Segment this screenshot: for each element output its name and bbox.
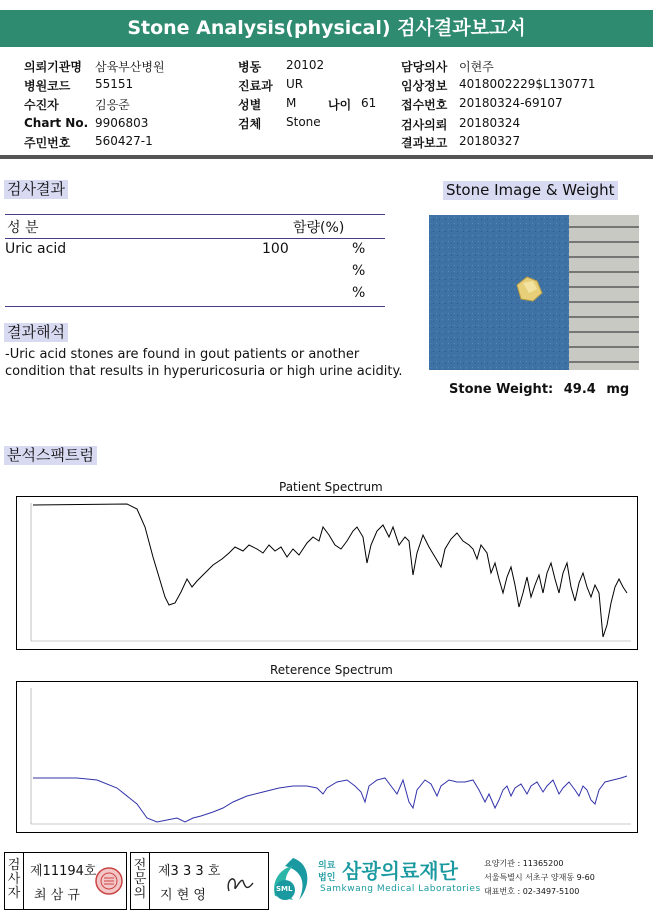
stone-title: Stone Image & Weight	[443, 181, 618, 200]
stone-photo-graphic	[429, 215, 639, 370]
reference-spectrum-svg	[17, 682, 637, 832]
sml-logo-icon	[271, 856, 315, 902]
tester-license: 제11194호	[30, 864, 97, 879]
tester-name: 최 삼 규	[34, 888, 80, 903]
stone-weight	[449, 382, 629, 397]
dept-label: 진료과	[238, 79, 273, 93]
age-value: 61	[361, 96, 377, 110]
weight-unit: mg	[606, 382, 630, 397]
section-divider	[0, 155, 653, 159]
unit-cell: %	[352, 285, 366, 301]
specialist-box	[130, 852, 269, 910]
interpretation-text: -Uric acid stones are found in gout patients or another condition that results in hyperuricosuria or high urine acidity.	[5, 347, 403, 379]
specimen-label: 검체	[238, 117, 262, 131]
weight-label: Stone Weight:	[449, 382, 554, 397]
request-value: 20180324	[459, 116, 521, 130]
tester-vertical-label: 검사자	[7, 858, 21, 901]
receipt-value: 20180324-69107	[459, 96, 563, 110]
chart-label: Chart No.	[24, 116, 89, 130]
clinical-label: 임상정보	[401, 79, 448, 93]
report-title: Stone Analysis(physical) 검사결과보고서	[0, 10, 653, 47]
unit-cell: %	[352, 241, 366, 257]
registration-number: 요양기관 : 11365200	[484, 859, 564, 868]
doctor-label: 담당의사	[401, 60, 448, 74]
results-title: 검사결과	[4, 180, 68, 199]
specialist-vertical-label: 전문의	[133, 858, 147, 901]
receipt-label: 접수번호	[401, 98, 448, 112]
specialist-license: 제3 3 3 호	[158, 864, 221, 879]
code-value: 55151	[95, 77, 134, 91]
clinical-value: 4018002229$L130771	[459, 77, 596, 91]
spectrum-title: 분석스팩트럼	[4, 446, 97, 465]
ward-label: 병동	[238, 60, 262, 74]
chart-value: 9906803	[95, 116, 149, 130]
sex-value: M	[286, 96, 297, 110]
ward-value: 20102	[286, 58, 325, 72]
reference-spectrum-line	[33, 776, 627, 822]
col-content: 함량(%)	[293, 220, 345, 236]
reference-spectrum-title: Reterence Spectrum	[270, 663, 393, 677]
component-cell: Uric acid	[5, 241, 67, 257]
report-footer	[0, 848, 653, 912]
org-prefix-bottom: 법인	[318, 873, 336, 883]
specimen-value: Stone	[286, 115, 321, 129]
hospital-value: 삼육부산병원	[95, 60, 165, 74]
interpretation-title: 결과해석	[4, 323, 68, 342]
phone: 대표번호 : 02-3497-5100	[484, 887, 580, 896]
org-prefix-top: 의료	[318, 861, 336, 871]
collector-label: 수진자	[24, 98, 59, 112]
sex-label: 성별	[238, 98, 262, 112]
col-component: 성 분	[7, 220, 39, 236]
value-cell: 100	[262, 241, 289, 257]
patient-spectrum-plot	[16, 496, 638, 650]
doctor-value: 이현주	[459, 60, 494, 74]
address: 서울특별시 서초구 양재동 9-60	[484, 873, 595, 882]
weight-value: 49.4	[563, 382, 596, 397]
org-name: 삼광의료재단	[342, 859, 458, 883]
id-label: 주민번호	[24, 136, 71, 150]
age-label: 나이	[328, 98, 352, 112]
report-label: 결과보고	[401, 136, 448, 150]
logo-text: SML	[276, 885, 293, 893]
signature-icon	[223, 869, 257, 899]
official-seal-icon	[94, 866, 124, 896]
hospital-label: 의뢰기관명	[24, 60, 82, 74]
dept-value: UR	[286, 77, 304, 91]
reference-spectrum-plot	[16, 681, 638, 833]
collector-value: 김응준	[95, 98, 130, 112]
code-label: 병원코드	[24, 79, 71, 93]
specialist-name: 지 현 영	[160, 888, 206, 903]
id-value: 560427-1	[95, 134, 153, 148]
patient-spectrum-title: Patient Spectrum	[279, 480, 383, 494]
unit-cell: %	[352, 263, 366, 279]
stone-photo	[429, 215, 639, 370]
patient-info	[0, 56, 653, 152]
tester-box	[4, 852, 127, 910]
report-value: 20180327	[459, 134, 521, 148]
org-name-en: Samkwang Medical Laboratories	[320, 884, 481, 894]
patient-spectrum-svg	[17, 497, 637, 649]
patient-spectrum-line	[33, 504, 627, 637]
request-label: 검사의뢰	[401, 118, 448, 132]
